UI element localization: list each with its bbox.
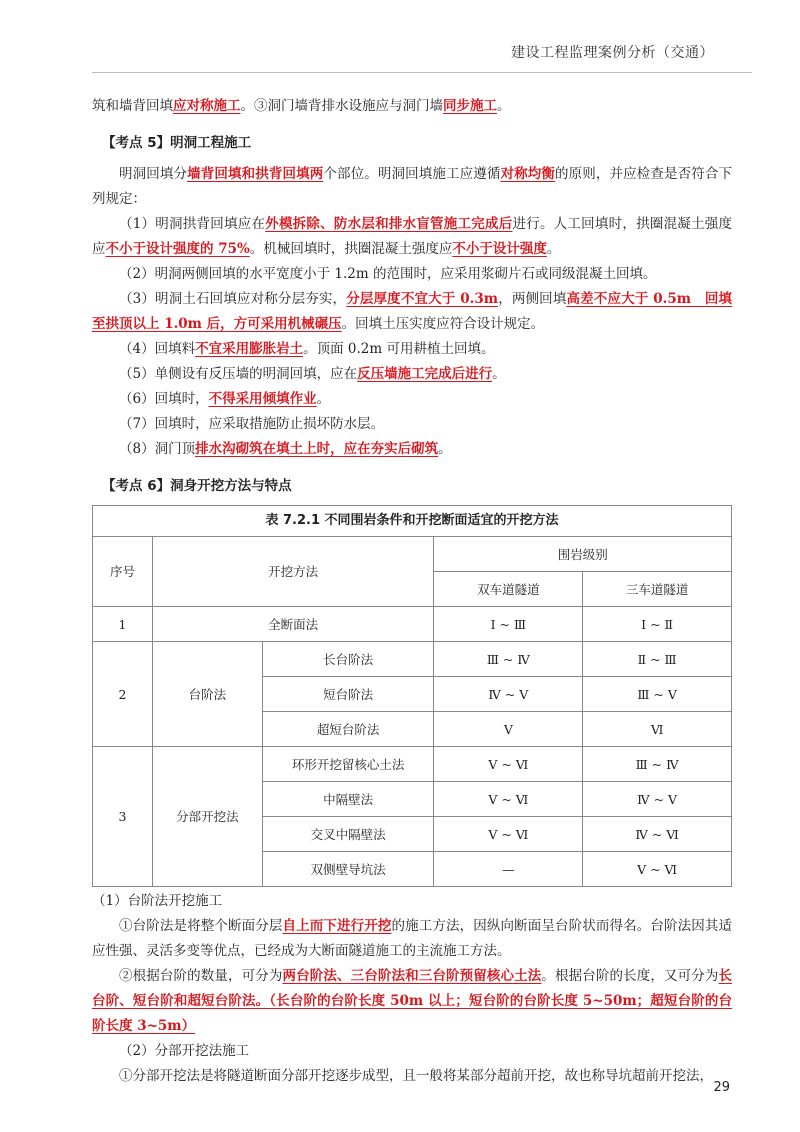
- s5-para-6: [92, 387, 732, 412]
- highlight: 排水沟砌筑在填土上时，应在夯实后砌筑: [195, 441, 439, 457]
- text: （2）明洞两侧回填的水平宽度小于 1.2m 的范围时，应采用浆砌片石或同级混凝土回填。: [119, 266, 657, 282]
- s5-para-2: [92, 262, 732, 287]
- cell-double: Ⅴ ~ Ⅵ: [434, 747, 583, 782]
- cell-sub-method: 双侧壁导坑法: [262, 852, 434, 887]
- cell-triple: Ⅲ ~ Ⅴ: [583, 677, 732, 712]
- cell-method: 台阶法: [152, 642, 262, 747]
- text: （1）明洞拱背回填应在: [119, 216, 266, 232]
- text: ，两侧回填: [498, 291, 567, 307]
- page-body: [92, 94, 732, 1089]
- text: 。: [546, 241, 561, 257]
- s6-subhead-2: [92, 1039, 732, 1064]
- highlight: 不得采用倾填作业: [208, 391, 317, 407]
- cell-sub-method: 长台阶法: [262, 642, 434, 677]
- cell-double: Ⅳ ~ Ⅴ: [434, 677, 583, 712]
- header-divider: [92, 72, 752, 73]
- text: 的原则，并应检查是否符合下列规定：: [92, 166, 732, 207]
- text: （3）明洞土石回填应对称分层夯实，: [119, 291, 347, 307]
- text: 。: [492, 366, 506, 382]
- table-row: [93, 642, 732, 677]
- cell-sub-method: 中隔壁法: [262, 782, 434, 817]
- highlight: 对称均衡: [500, 166, 555, 182]
- header-double: 双车道隧道: [434, 572, 583, 607]
- cell-seq: 2: [93, 642, 153, 747]
- highlight: 外模拆除、防水层和排水盲管施工完成后: [265, 216, 513, 232]
- s6-para-1: [92, 914, 732, 964]
- s5-para-8: [92, 437, 732, 462]
- header-triple: 三车道隧道: [583, 572, 732, 607]
- text: （8）洞门顶: [119, 441, 196, 457]
- text: 。: [438, 441, 452, 457]
- cell-triple: Ⅳ ~ Ⅵ: [583, 817, 732, 852]
- cell-triple: Ⅰ ~ Ⅱ: [583, 607, 732, 642]
- table-header-row: [93, 537, 732, 572]
- text: ①分部开挖法是将隧道断面分部开挖逐步成型，且一般将某部分超前开挖，故也称导坑超前开挖法，: [119, 1068, 713, 1084]
- s5-para-7: [92, 412, 732, 437]
- s5-para-1: [92, 212, 732, 262]
- text: （4）回填料: [119, 341, 196, 357]
- highlight: 不小于设计强度的 75%: [105, 241, 250, 257]
- text: （6）回填时，: [119, 391, 209, 407]
- text: （2）分部开挖法施工: [119, 1043, 250, 1059]
- s6-subhead-1: [92, 889, 732, 914]
- s5-para-4: [92, 337, 732, 362]
- table-row: [93, 747, 732, 782]
- s6-para-3: [92, 1064, 732, 1089]
- section-6-title: 【考点 6】洞身开挖方法与特点: [102, 478, 292, 494]
- text: 。顶面 0.2m 可用耕植土回填。: [303, 341, 495, 357]
- highlight: 长台阶、短台阶和超短台阶法。（长台阶的台阶长度 50m 以上；短台阶的台阶长度 5~50m；超短台阶的台阶长度 3~5m）: [92, 968, 732, 1034]
- text: ②根据台阶的数量，可分为: [119, 968, 283, 984]
- cell-method: 分部开挖法: [152, 747, 262, 887]
- highlight: 墙背回填和拱背回填两: [187, 166, 324, 182]
- cell-triple: Ⅲ ~ Ⅳ: [583, 747, 732, 782]
- cell-double: —: [434, 852, 583, 887]
- text: （7）回填时，应采取措施防止损坏防水层。: [119, 416, 385, 432]
- cell-double: Ⅴ: [434, 712, 583, 747]
- table-row: [93, 607, 732, 642]
- cell-seq: 3: [93, 747, 153, 887]
- text: 筑和墙背回填: [92, 98, 173, 114]
- cell-triple: Ⅳ ~ Ⅴ: [583, 782, 732, 817]
- highlight: 高差不应大于 0.5m 回填至拱顶以上 1.0m 后，方可采用机械碾压: [92, 291, 732, 332]
- highlight: 不小于设计强度: [452, 241, 547, 257]
- header-seq: 序号: [93, 537, 153, 607]
- table-caption: 表 7.2.1 不同围岩条件和开挖断面适宜的开挖方法: [92, 505, 732, 536]
- cell-sub-method: 环形开挖留核心土法: [262, 747, 434, 782]
- header-grade: 围岩级别: [434, 537, 732, 572]
- cell-double: Ⅴ ~ Ⅵ: [434, 817, 583, 852]
- highlight: 反压墙施工完成后进行: [357, 366, 493, 382]
- cell-double: Ⅰ ~ Ⅲ: [434, 607, 583, 642]
- text: 进行。人工回填时，拱圈混凝土强度应: [92, 216, 733, 257]
- text: （5）单侧设有反压墙的明洞回填，应在: [119, 366, 358, 382]
- text: 。: [497, 98, 511, 114]
- intro-paragraph: [92, 94, 732, 119]
- cell-double: Ⅴ ~ Ⅵ: [434, 782, 583, 817]
- text: 。③洞门墙背排水设施应与洞门墙: [240, 98, 443, 114]
- header-method: 开挖方法: [152, 537, 434, 607]
- highlight: 同步施工: [443, 98, 497, 114]
- running-header: 建设工程监理案例分析（交通）: [511, 45, 714, 61]
- highlight: 两台阶法、三台阶法和三台阶预留核心土法: [282, 968, 542, 984]
- text: 。机械回填时，拱圈混凝土强度应: [249, 241, 453, 257]
- highlight: 应对称施工: [173, 98, 241, 114]
- text: 。: [316, 391, 331, 407]
- text: ①台阶法是将整个断面分层: [119, 918, 283, 934]
- highlight: 分层厚度不宜大于 0.3m: [346, 291, 499, 307]
- excavation-method-table: [92, 505, 732, 887]
- highlight: 不宜采用膨胀岩土: [195, 341, 304, 357]
- cell-seq: 1: [93, 607, 153, 642]
- cell-method: 全断面法: [152, 607, 434, 642]
- s5-para-0: [92, 162, 732, 212]
- text: 的施工方法，因纵向断面呈台阶状而得名。台阶法因其适应性强、灵活多变等优点，已经成为大断面隧道施工的主流施工方法。: [92, 918, 732, 959]
- text: （1）台阶法开挖施工: [92, 893, 223, 909]
- s6-para-2: [92, 964, 732, 1039]
- section-5-title: 【考点 5】明洞工程施工: [102, 135, 252, 151]
- highlight: 自上而下进行开挖: [282, 918, 392, 934]
- cell-sub-method: 短台阶法: [262, 677, 434, 712]
- cell-triple: Ⅱ ~ Ⅲ: [583, 642, 732, 677]
- s5-para-5: [92, 362, 732, 387]
- text: 。根据台阶的长度，又可分为: [541, 968, 719, 984]
- s5-para-3: [92, 287, 732, 337]
- cell-sub-method: 超短台阶法: [262, 712, 434, 747]
- text: 。回填土压实度应符合设计规定。: [341, 316, 545, 332]
- page-number: 29: [713, 1080, 730, 1095]
- cell-double: Ⅲ ~ Ⅳ: [434, 642, 583, 677]
- cell-triple: Ⅴ ~ Ⅵ: [583, 852, 732, 887]
- text: 明洞回填分: [119, 166, 188, 182]
- cell-triple: Ⅵ: [583, 712, 732, 747]
- text: 个部位。明洞回填施工应遵循: [323, 166, 501, 182]
- cell-sub-method: 交叉中隔壁法: [262, 817, 434, 852]
